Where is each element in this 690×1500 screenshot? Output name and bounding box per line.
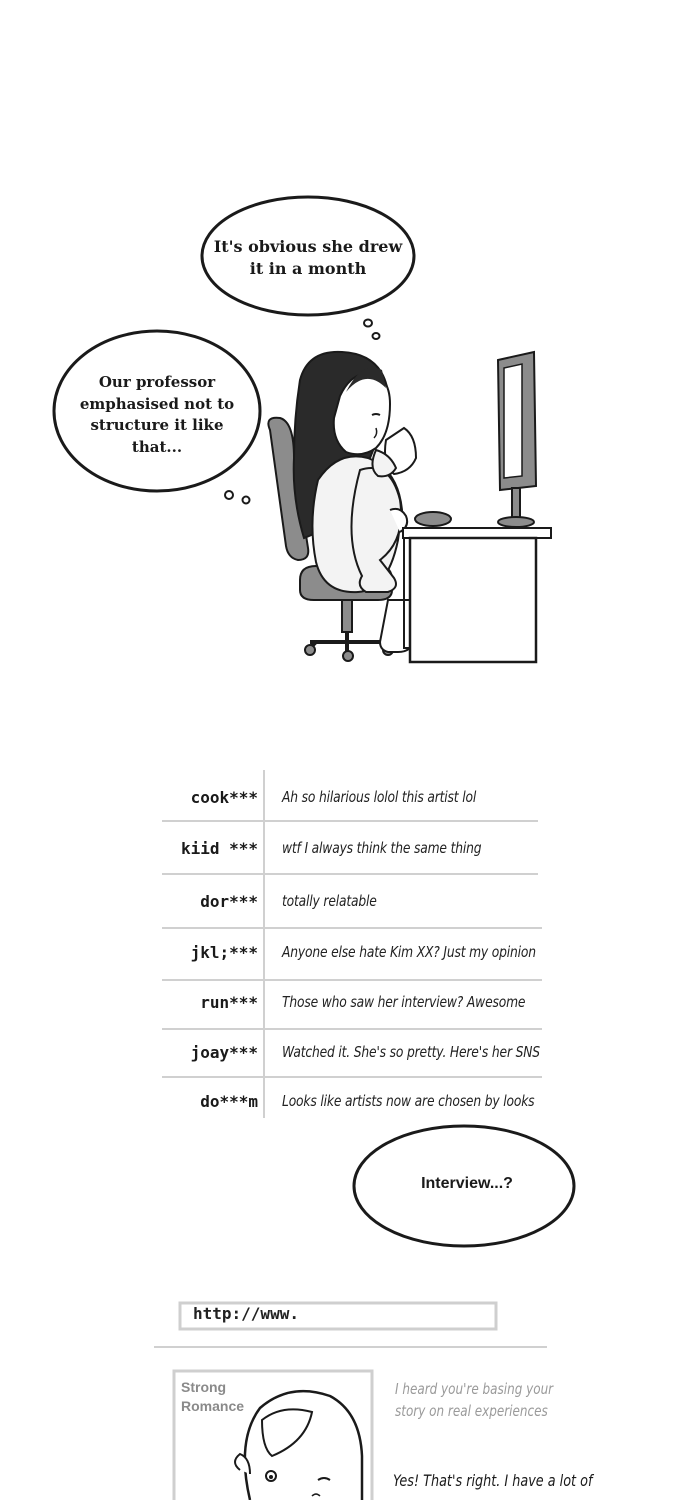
comment-username: do***m (200, 1092, 258, 1111)
interview-question (395, 1378, 553, 1422)
computer-monitor (498, 352, 536, 527)
bubble-line: structure it like (90, 416, 224, 434)
bubble-line: It's obvious she drew (213, 237, 403, 256)
thought-dot (243, 497, 250, 504)
comment-row (162, 827, 542, 873)
thought-dot (225, 491, 233, 499)
comment-text: totally relatable (282, 892, 377, 910)
bubble-line: it in a month (249, 259, 367, 278)
question-line: story on real experiences (395, 1402, 548, 1420)
bubble-line: Our professor (98, 373, 216, 391)
card-label-line: Strong (181, 1379, 227, 1395)
comment-username: jkl;*** (190, 943, 258, 962)
comment-username: run*** (200, 993, 258, 1012)
comment-username: kiid *** (180, 839, 258, 858)
url-text[interactable]: http://www. (193, 1304, 299, 1323)
comment-row (162, 1031, 542, 1077)
comment-text: Ah so hilarious lolol this artist lol (282, 788, 477, 806)
interview-answer (393, 1470, 592, 1492)
comment-text: Watched it. She's so pretty. Here's her SNS (282, 1043, 540, 1061)
answer-line: Yes! That's right. I have a lot of (393, 1471, 593, 1490)
comment-username: cook*** (190, 788, 258, 807)
thought-dot (364, 320, 372, 327)
desk (403, 528, 551, 662)
thought-dot (373, 333, 380, 339)
comment-row (162, 880, 542, 926)
comment-text: Those who saw her interview? Awesome (282, 993, 526, 1011)
girl-figure (294, 352, 416, 652)
comment-username: dor*** (200, 892, 258, 911)
speech-bubble-interview-text: Interview...? (421, 1175, 513, 1192)
comment-text: wtf I always think the same thing (282, 839, 482, 857)
thought-bubble-left-text (66, 372, 248, 458)
article-card-label (181, 1378, 244, 1416)
comment-username: joay*** (190, 1043, 258, 1062)
bubble-line: emphasised not to (79, 394, 235, 413)
card-label-line: Romance (181, 1398, 245, 1414)
comment-row (162, 931, 542, 977)
comment-text: Anyone else hate Kim XX? Just my opinion (282, 943, 536, 961)
computer-mouse (415, 512, 451, 526)
comment-row (162, 776, 542, 822)
thought-bubble-top-text (208, 236, 408, 280)
bubble-line: that... (131, 437, 183, 456)
comment-row (162, 981, 542, 1027)
comment-text: Looks like artists now are chosen by looks (282, 1092, 535, 1110)
comment-row (162, 1080, 542, 1126)
question-line: I heard you're basing your (395, 1380, 554, 1398)
